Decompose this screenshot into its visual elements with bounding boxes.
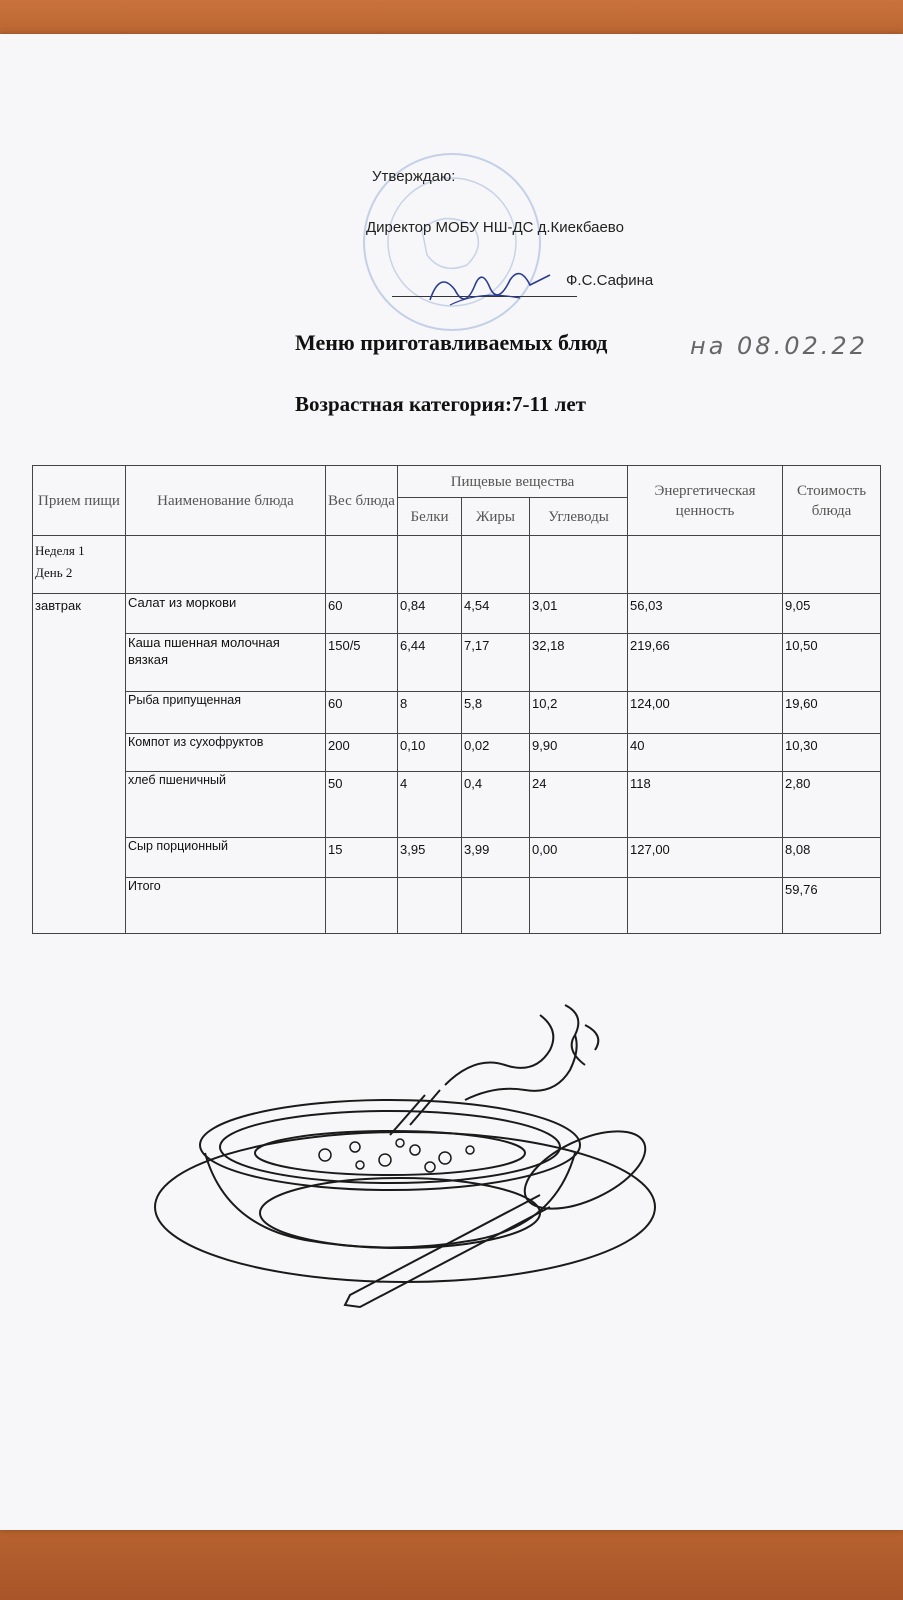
header-fats: Жиры bbox=[462, 498, 530, 536]
soup-bowl-illustration bbox=[145, 995, 665, 1325]
dish-energy: 124,00 bbox=[628, 692, 783, 734]
dish-weight: 60 bbox=[326, 692, 398, 734]
header-carbs: Углеводы bbox=[530, 498, 628, 536]
table-row bbox=[33, 772, 881, 838]
dish-cost: 19,60 bbox=[783, 692, 881, 734]
dish-proteins: 6,44 bbox=[398, 634, 462, 692]
dish-fats: 3,99 bbox=[462, 838, 530, 878]
dish-fats: 0,02 bbox=[462, 734, 530, 772]
meal-name: завтрак bbox=[33, 594, 126, 934]
table-row bbox=[33, 634, 881, 692]
dish-cost: 8,08 bbox=[783, 838, 881, 878]
wood-surface-bottom bbox=[0, 1525, 903, 1600]
header-proteins: Белки bbox=[398, 498, 462, 536]
dish-proteins: 0,10 bbox=[398, 734, 462, 772]
header-meal: Прием пищи bbox=[33, 466, 126, 536]
handwritten-signature-icon bbox=[420, 260, 560, 320]
dish-carbs: 9,90 bbox=[530, 734, 628, 772]
header-cost: Стоимость блюда bbox=[783, 466, 881, 536]
dish-cost: 10,30 bbox=[783, 734, 881, 772]
dish-proteins: 4 bbox=[398, 772, 462, 838]
dish-name: хлеб пшеничный bbox=[126, 772, 326, 838]
header-nutrients: Пищевые вещества bbox=[398, 466, 628, 498]
dish-carbs: 0,00 bbox=[530, 838, 628, 878]
dish-fats: 4,54 bbox=[462, 594, 530, 634]
menu-title: Меню приготавливаемых блюд bbox=[295, 330, 608, 355]
table-row bbox=[33, 692, 881, 734]
total-cost: 59,76 bbox=[783, 878, 881, 934]
dish-energy: 127,00 bbox=[628, 838, 783, 878]
total-label: Итого bbox=[126, 878, 326, 934]
dish-name: Компот из сухофруктов bbox=[126, 734, 326, 772]
header-dish-name: Наименование блюда bbox=[126, 466, 326, 536]
dish-energy: 219,66 bbox=[628, 634, 783, 692]
dish-name: Сыр порционный bbox=[126, 838, 326, 878]
menu-table bbox=[32, 465, 881, 934]
week-label: Неделя 1 bbox=[35, 543, 85, 558]
dish-fats: 0,4 bbox=[462, 772, 530, 838]
dish-fats: 5,8 bbox=[462, 692, 530, 734]
dish-fats: 7,17 bbox=[462, 634, 530, 692]
dish-cost: 9,05 bbox=[783, 594, 881, 634]
dish-proteins: 8 bbox=[398, 692, 462, 734]
approve-text: Утверждаю: bbox=[372, 168, 456, 185]
dish-name: Рыба припущенная bbox=[126, 692, 326, 734]
dish-energy: 56,03 bbox=[628, 594, 783, 634]
dish-cost: 2,80 bbox=[783, 772, 881, 838]
dish-energy: 118 bbox=[628, 772, 783, 838]
dish-carbs: 32,18 bbox=[530, 634, 628, 692]
dish-cost: 10,50 bbox=[783, 634, 881, 692]
dish-name: Салат из моркови bbox=[126, 594, 326, 634]
age-category: Возрастная категория:7-11 лет bbox=[295, 392, 586, 416]
dish-weight: 50 bbox=[326, 772, 398, 838]
director-name: Ф.С.Сафина bbox=[566, 272, 654, 289]
dish-weight: 15 bbox=[326, 838, 398, 878]
header-weight: Вес блюда bbox=[326, 466, 398, 536]
table-row bbox=[33, 594, 881, 634]
director-title: Директор МОБУ НШ-ДС д.Киекбаево bbox=[366, 219, 624, 236]
dish-carbs: 10,2 bbox=[530, 692, 628, 734]
table-row bbox=[33, 838, 881, 878]
dish-weight: 150/5 bbox=[326, 634, 398, 692]
dish-proteins: 0,84 bbox=[398, 594, 462, 634]
day-label: День 2 bbox=[35, 565, 73, 580]
dish-carbs: 24 bbox=[530, 772, 628, 838]
dish-weight: 200 bbox=[326, 734, 398, 772]
dish-name: Каша пшенная молочная вязкая bbox=[126, 634, 326, 692]
week-day-cell bbox=[33, 536, 126, 594]
dish-energy: 40 bbox=[628, 734, 783, 772]
table-row bbox=[33, 734, 881, 772]
dish-proteins: 3,95 bbox=[398, 838, 462, 878]
dish-weight: 60 bbox=[326, 594, 398, 634]
header-energy: Энергетическая ценность bbox=[628, 466, 783, 536]
handwritten-date: на 08.02.22 bbox=[690, 332, 868, 360]
total-row bbox=[33, 878, 881, 934]
dish-carbs: 3,01 bbox=[530, 594, 628, 634]
